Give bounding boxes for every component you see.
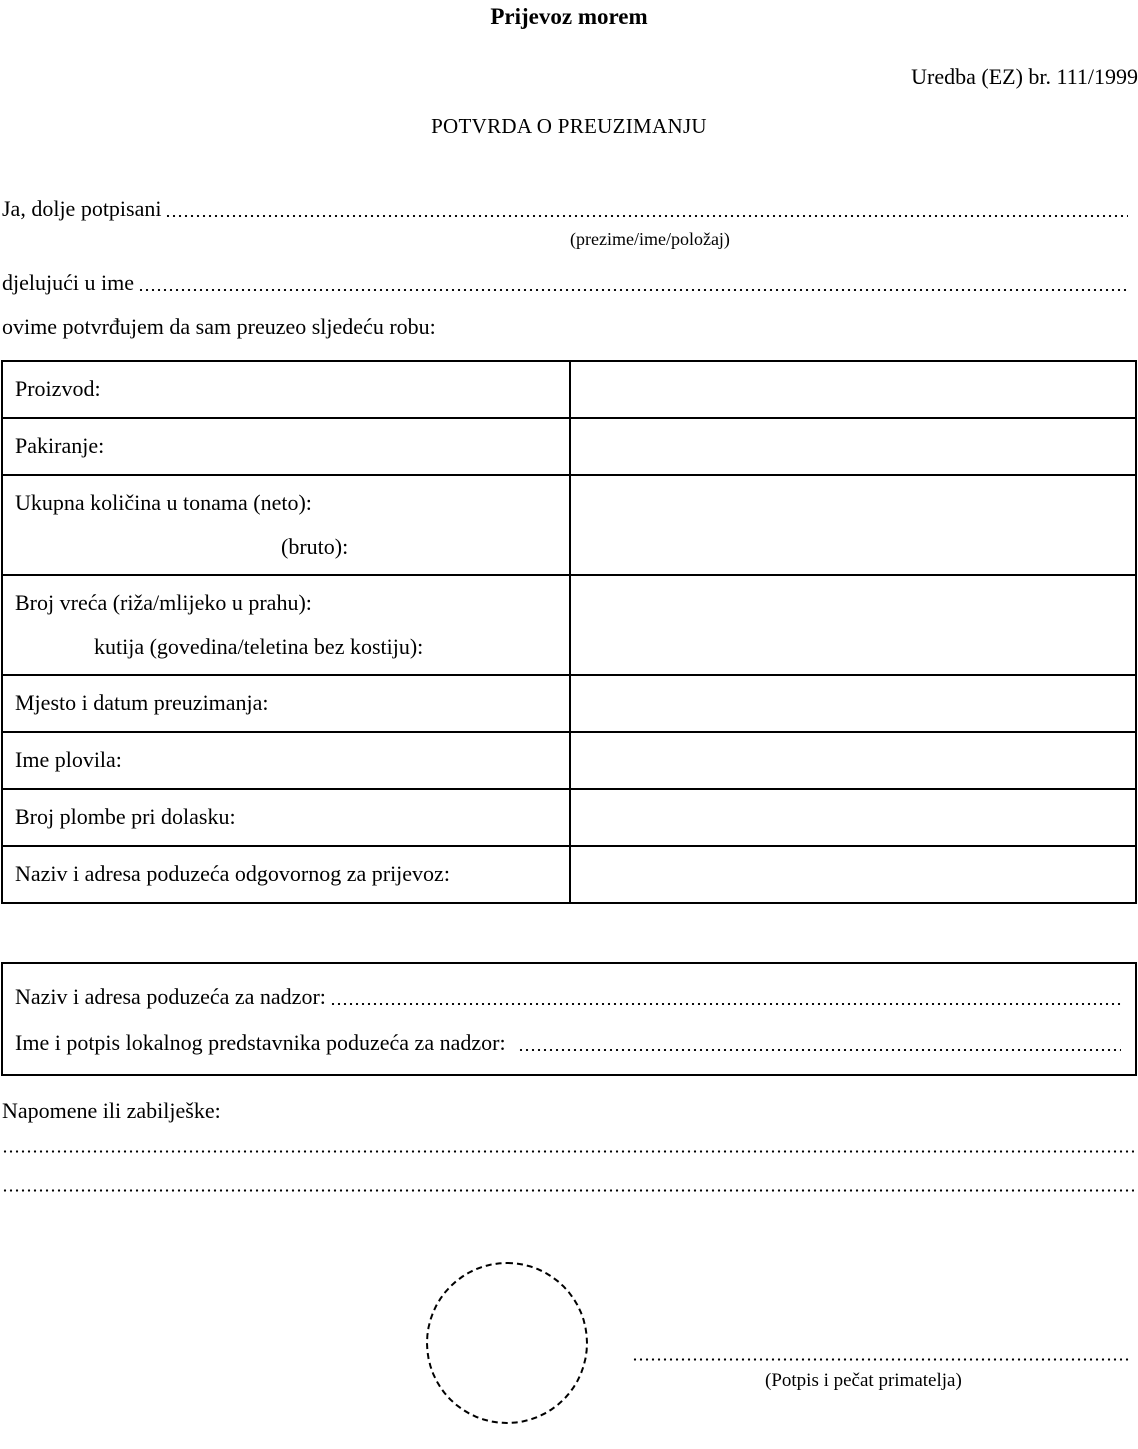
table-row-vessel	[2, 732, 1136, 789]
place-date-value-cell[interactable]	[570, 675, 1136, 732]
vessel-label-cell	[2, 732, 570, 789]
product-label-cell	[2, 361, 570, 418]
quantity-net-label: Ukupna količina u tonama (neto):	[15, 490, 312, 515]
quantity-gross-label: (bruto):	[281, 534, 349, 559]
quantity-value-cell[interactable]	[570, 475, 1136, 575]
seal-value-cell[interactable]	[570, 789, 1136, 846]
form-title: POTVRDA O PREUZIMANJU	[431, 114, 707, 138]
packaging-value-cell[interactable]	[570, 418, 1136, 475]
quantity-label-cell	[2, 475, 570, 575]
boxes-label: kutija (govedina/teletina bez kostiju):	[94, 634, 424, 659]
bags-value-cell[interactable]	[570, 575, 1136, 675]
notes-field-line-1[interactable]	[2, 1150, 1134, 1153]
table-row-product	[2, 361, 1136, 418]
place-date-label: Mjesto i datum preuzimanja:	[15, 690, 269, 715]
notes-field-line-2[interactable]	[2, 1189, 1134, 1192]
vessel-value-cell[interactable]	[570, 732, 1136, 789]
bags-label: Broj vreća (riža/mlijeko u prahu):	[15, 590, 312, 615]
signature-field[interactable]	[632, 1358, 1130, 1361]
goods-table	[1, 360, 1137, 904]
on-behalf-field[interactable]	[138, 289, 1128, 291]
supervision-company-field[interactable]	[330, 1003, 1121, 1005]
seal-label: Broj plombe pri dolasku:	[15, 804, 236, 829]
undersigned-hint: (prezime/ime/položaj)	[570, 229, 730, 249]
carrier-value-cell[interactable]	[570, 846, 1136, 903]
supervision-company-label: Naziv i adresa poduzeća za nadzor:	[15, 984, 326, 1009]
on-behalf-line	[2, 270, 1128, 296]
supervision-box	[1, 962, 1137, 1076]
signature-hint: (Potpis i pečat primatelja)	[765, 1370, 962, 1391]
product-value-cell[interactable]	[570, 361, 1136, 418]
seal-label-cell	[2, 789, 570, 846]
stamp-circle	[426, 1262, 588, 1424]
bags-label-cell	[2, 575, 570, 675]
regulation-reference: Uredba (EZ) br. 111/1999	[911, 64, 1138, 89]
carrier-label-cell	[2, 846, 570, 903]
supervision-representative-label: Ime i potpis lokalnog predstavnika poduzeća za nadzor:	[15, 1030, 506, 1055]
packaging-label: Pakiranje:	[15, 433, 105, 458]
carrier-label: Naziv i adresa poduzeća odgovornog za prijevoz:	[15, 861, 450, 886]
table-row-seal	[2, 789, 1136, 846]
table-row-carrier	[2, 846, 1136, 903]
on-behalf-label: djelujući u ime	[2, 270, 134, 295]
table-row-quantity	[2, 475, 1136, 575]
notes-label: Napomene ili zabilješke:	[2, 1098, 221, 1123]
packaging-label-cell	[2, 418, 570, 475]
supervision-company-line	[15, 984, 1121, 1010]
confirmation-text: ovime potvrđujem da sam preuzeo sljedeću robu:	[2, 314, 436, 339]
supervision-representative-line	[15, 1030, 1121, 1056]
supervision-representative-field[interactable]	[518, 1049, 1121, 1051]
undersigned-line	[2, 196, 1128, 222]
table-row-bags	[2, 575, 1136, 675]
place-date-label-cell	[2, 675, 570, 732]
undersigned-label: Ja, dolje potpisani	[2, 196, 162, 221]
product-label: Proizvod:	[15, 376, 101, 401]
table-row-place-date	[2, 675, 1136, 732]
vessel-label: Ime plovila:	[15, 747, 122, 772]
document-title: Prijevoz morem	[490, 4, 648, 29]
undersigned-field[interactable]	[165, 215, 1128, 217]
table-row-packaging	[2, 418, 1136, 475]
